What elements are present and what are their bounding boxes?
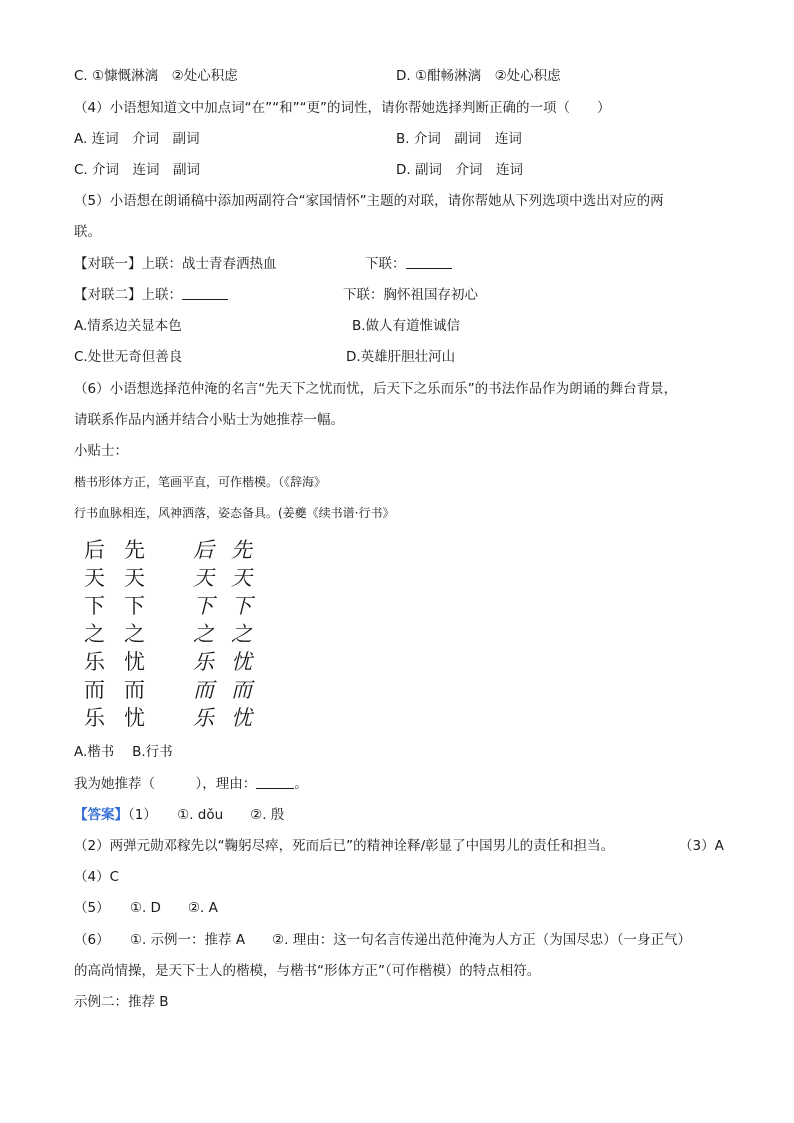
answer-7: 示例二：推荐 B xyxy=(74,994,169,1010)
q4-option-a: A. 连词 介词 副词 xyxy=(74,131,200,147)
question-5-line1: （5）小语想在朗诵稿中添加两副符合“家国情怀”主题的对联，请你帮她从下列选项中选出对应的两 xyxy=(74,193,664,209)
answer-2: （2）两弹元勋邓稼先以“鞠躬尽瘁，死而后已”的精神诠释/彰显了中国男儿的责任和担当。 xyxy=(74,838,615,854)
q3-option-c: C. ①慷慨淋漓 ②处心积虑 xyxy=(74,68,238,84)
q6-options: A.楷书 B.行书 xyxy=(74,744,173,760)
calligraphy-kai-col1: 后 天 下 之 乐 而 乐 xyxy=(84,538,105,730)
question-6-line1: （6）小语想选择范仲淹的名言“先天下之忧而忧，后天下之乐而乐”的书法作品作为朗诵的舞台背景， xyxy=(74,381,678,397)
calligraphy-xing-col1: 后 天 下 之 乐 而 乐 xyxy=(193,538,214,730)
couplet-1-upper: 【对联一】上联：战士青春洒热血 xyxy=(74,256,277,272)
tip-kaishu: 楷书形体方正，笔画平直，可作楷模。（《辞海》 xyxy=(74,475,327,489)
couplet-2-lower: 下联：胸怀祖国存初心 xyxy=(343,287,478,303)
q4-option-b: B. 介词 副词 连词 xyxy=(396,131,522,147)
couplet-2-blank xyxy=(182,287,228,300)
answer-5: （5） ①. D ②. A xyxy=(74,900,218,916)
answer-3: （3）A xyxy=(679,838,724,854)
q5-option-c: C.处世无奇但善良 xyxy=(74,349,183,365)
answer-6: （6） ①. 示例一：推荐 A ②. 理由：这一句名言传递出范仲淹为人方正（为国尽忠）（一身正气） xyxy=(74,932,691,948)
recommend-line: 我为她推荐（ ），理由： 。 xyxy=(74,776,308,792)
q5-option-b: B.做人有道惟诚信 xyxy=(352,318,461,334)
calligraphy-xing-col2: 先 天 下 之 忧 而 忧 xyxy=(231,538,252,730)
answer-tag: 【答案】 xyxy=(74,807,128,823)
tip-title: 小贴士： xyxy=(74,443,128,459)
q5-option-a: A.情系边关显本色 xyxy=(74,318,182,334)
question-6-line2: 请联系作品内涵并结合小贴士为她推荐一幅。 xyxy=(74,412,344,428)
answer-1: 【答案】（1） ①. dǒu ②. 殷 xyxy=(74,807,285,823)
q4-option-d: D. 副词 介词 连词 xyxy=(396,162,523,178)
tip-xingshu: 行书血脉相连，风神洒落，姿态备具。(姜夔《续书谱·行书》 xyxy=(74,506,395,520)
q4-option-c: C. 介词 连词 副词 xyxy=(74,162,201,178)
couplet-1-blank xyxy=(406,256,452,269)
q3-option-d: D. ①酣畅淋漓 ②处心积虑 xyxy=(396,68,561,84)
answer-4: （4）C xyxy=(74,869,120,885)
q5-option-d: D.英雄肝胆壮河山 xyxy=(346,349,456,365)
calligraphy-kai-col2: 先 天 下 之 忧 而 忧 xyxy=(124,538,145,730)
question-5-line2: 联。 xyxy=(74,224,101,240)
couplet-2-upper: 【对联二】上联： xyxy=(74,286,228,304)
reason-blank xyxy=(256,776,294,789)
couplet-1-lower: 下联： xyxy=(365,255,452,273)
answer-6-cont: 的高尚情操，是天下士人的楷模，与楷书“形体方正”（可作楷模）的特点相符。 xyxy=(74,963,541,979)
question-4: （4）小语想知道文中加点词“在”“和”“更”的词性，请你帮她选择判断正确的一项（ ） xyxy=(74,100,611,116)
